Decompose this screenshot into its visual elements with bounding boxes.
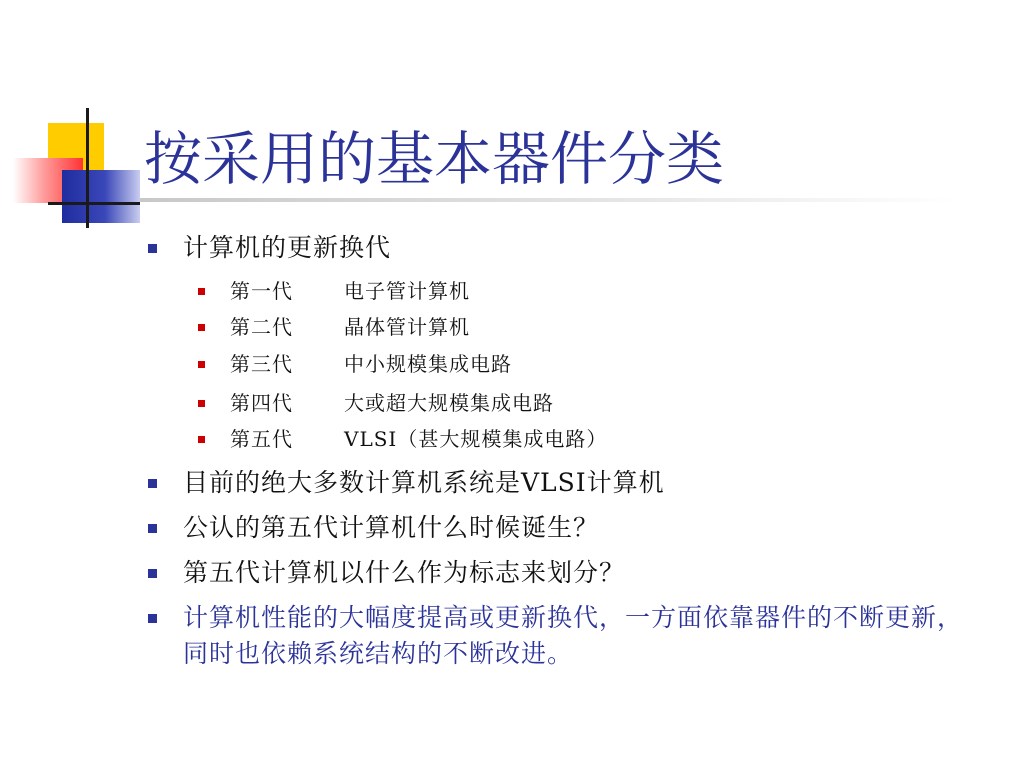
square-bullet-icon xyxy=(198,361,205,368)
generation-description: 大或超大规模集成电路 xyxy=(344,391,554,415)
square-bullet-icon xyxy=(148,614,157,623)
square-bullet-icon xyxy=(198,324,205,331)
generation-description: 中小规模集成电路 xyxy=(344,352,512,376)
bullet-text: 计算机的更新换代 xyxy=(183,233,392,262)
generation-label: 第三代 xyxy=(230,352,293,376)
logo-vertical-line xyxy=(86,108,89,228)
square-bullet-icon xyxy=(148,524,157,533)
bullet-text: 第五代计算机以什么作为标志来划分？ xyxy=(183,558,626,587)
square-bullet-icon xyxy=(198,400,205,407)
square-bullet-icon xyxy=(198,288,205,295)
square-bullet-icon xyxy=(148,569,157,578)
square-bullet-icon xyxy=(148,244,157,253)
generation-description: 电子管计算机 xyxy=(344,279,470,303)
bullet-text: 计算机性能的大幅度提高或更新换代，一方面依靠器件的不断更新，同时也依赖系统结构的不断改进。 xyxy=(183,603,964,668)
bullet-item xyxy=(150,230,970,266)
bullet-item xyxy=(150,510,970,546)
bullet-item xyxy=(150,600,970,672)
bullet-item xyxy=(150,465,970,501)
slide-title: 按采用的基本器件分类 xyxy=(144,125,725,193)
logo-horizontal-line xyxy=(48,202,140,205)
generation-description: 晶体管计算机 xyxy=(344,315,470,339)
bullet-text: 目前的绝大多数计算机系统是VLSI计算机 xyxy=(183,468,665,497)
title-underline xyxy=(140,198,960,202)
square-bullet-icon xyxy=(148,479,157,488)
bullet-item xyxy=(150,555,970,591)
generation-description: VLSI（甚大规模集成电路） xyxy=(344,427,608,451)
generation-label: 第四代 xyxy=(230,391,293,415)
bullet-text: 公认的第五代计算机什么时候诞生？ xyxy=(183,513,600,542)
logo-blue-gradient xyxy=(62,170,140,223)
generation-label: 第二代 xyxy=(230,315,293,339)
square-bullet-icon xyxy=(198,436,205,443)
generation-label: 第一代 xyxy=(230,279,293,303)
generation-label: 第五代 xyxy=(230,427,293,451)
